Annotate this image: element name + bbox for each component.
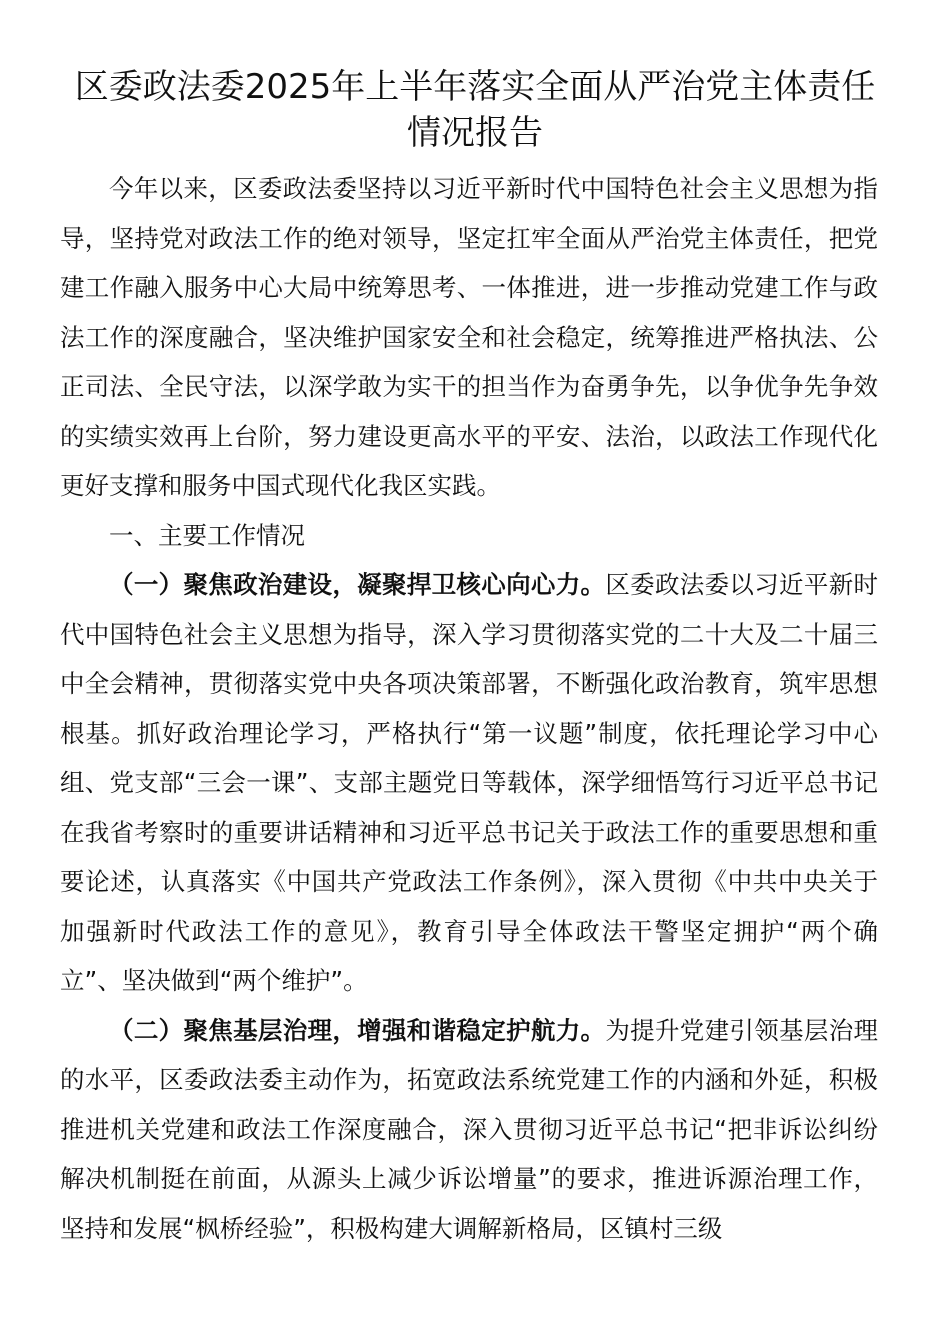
document-body — [60, 164, 878, 1253]
section-heading-main-work: 一、主要工作情况 — [109, 520, 305, 550]
item-text-grassroots-governance: 为提升党建引领基层治理的水平，区委政法委主动作为，拓宽政法系统党建工作的内涵和外延，积极推进机关党建和政法工作深度融合，深入贯彻习近平总书记“把非诉讼纠纷解决机制挺在前面，从源头上减少诉讼增量”的要求，推进诉源治理工作，坚持和发展“枫桥经验”，积极构建大调解新格局，区镇村三级 — [60, 1015, 879, 1243]
document-title: 区委政法委2025年上半年落实全面从严治党主体责任情况报告 — [74, 67, 876, 153]
intro-paragraph: 今年以来，区委政法委坚持以习近平新时代中国特色社会主义思想为指导，坚持党对政法工作的绝对领导，坚定扛牢全面从严治党主体责任，把党建工作融入服务中心大局中统筹思考、一体推进，进一步推动党建工作与政法工作的深度融合，坚决维护国家安全和社会稳定，统筹推进严格执法、公正司法、全民守法，以深学敢为实干的担当作为奋勇争先，以争优争先争效的实绩实效再上台阶，努力建设更高水平的平安、法治，以政法工作现代化更好支撑和服务中国式现代化我区实践。 — [60, 174, 878, 500]
item-lead-political-building: （一）聚焦政治建设，凝聚捍卫核心向心力。 — [109, 570, 606, 599]
item-lead-grassroots-governance: （二）聚焦基层治理，增强和谐稳定护航力。 — [109, 1015, 606, 1045]
item-paragraph-grassroots-governance — [60, 1006, 878, 1254]
item-text-political-building: 区委政法委以习近平新时代中国特色社会主义思想为指导，深入学习贯彻落实党的二十大及二十届三中全会精神，贯彻落实党中央各项决策部署，不断强化政治教育，筑牢思想根基。抓好政治理论学习，严格执行“第一议题”制度，依托理论学习中心组、党支部“三会一课”、支部主题党日等载体，深学细悟笃行习近平总书记在我省考察时的重要讲话精神和习近平总书记关于政法工作的重要思想和重要论述，认真落实《中国共产党政法工作条例》，深入贯彻《中共中央关于加强新时代政法工作的意见》，教育引导全体政法干警坚定拥护“两个确立”、坚决做到“两个维护”。 — [60, 570, 879, 995]
item-paragraph-political-building — [60, 560, 878, 1006]
